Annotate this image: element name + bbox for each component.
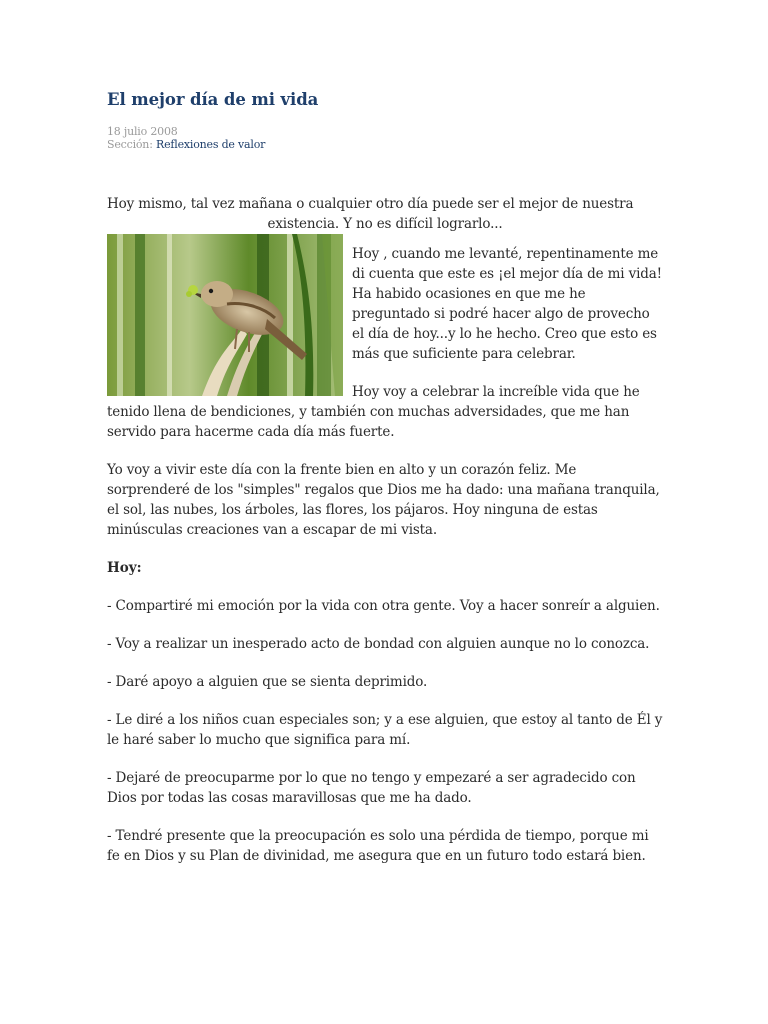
article-title: El mejor día de mi vida [107,90,319,109]
intro-line-2: existencia. Y no es difícil lograrlo... [267,216,503,232]
intro-paragraph [107,194,663,234]
paragraph-2: Hoy voy a celebrar la increíble vida que he tenido llena de bendiciones, y también con muchas adversidades, que me han servido para hacerme cada día más fuerte. [107,384,640,440]
hoy-heading: Hoy: [107,560,142,576]
section-link[interactable]: Reflexiones de valor [156,138,266,151]
article-date: 18 julio 2008 [107,125,178,138]
intro-line-1: Hoy mismo, tal vez mañana o cualquier otro día puede ser el mejor de nuestra [107,196,634,212]
section-label: Sección: [107,138,153,151]
paragraph-1: Hoy , cuando me levanté, repentinamente me di cuenta que este es ¡el mejor día de mi vida! Ha habido ocasiones en que me he preguntado si podré hacer algo de provecho el día de hoy...y lo he hecho. Creo que esto es más que suficiente para celebrar. [352,246,662,362]
article [107,88,663,866]
paragraph-3: Yo voy a vivir este día con la frente bien en alto y un corazón feliz. Me sorprenderé de los "simples" regalos que Dios me ha dado: una mañana tranquila, el sol, las nubes, los árboles, las flores, los pájaros. Hoy ninguna de estas minúsculas creaciones van a escapar de mi vista. [107,462,660,538]
list-item: - Dejaré de preocuparme por lo que no tengo y empezaré a ser agradecido con Dios por todas las cosas maravillosas que me ha dado. [107,770,636,806]
article-meta [107,125,663,151]
article-section [107,138,663,151]
list-item: - Daré apoyo a alguien que se sienta deprimido. [107,674,428,690]
list-item: - Compartiré mi emoción por la vida con otra gente. Voy a hacer sonreír a alguien. [107,598,660,614]
bird-photo [107,234,343,396]
list-item: - Le diré a los niños cuan especiales son; y a ese alguien, que estoy al tanto de Él y le haré saber lo mucho que significa para mí. [107,712,663,748]
list-item: - Voy a realizar un inesperado acto de bondad con alguien aunque no lo conozca. [107,636,650,652]
list-item: - Tendré presente que la preocupación es solo una pérdida de tiempo, porque mi fe en Dios y su Plan de divinidad, me asegura que en un futuro todo estará bien. [107,828,649,864]
